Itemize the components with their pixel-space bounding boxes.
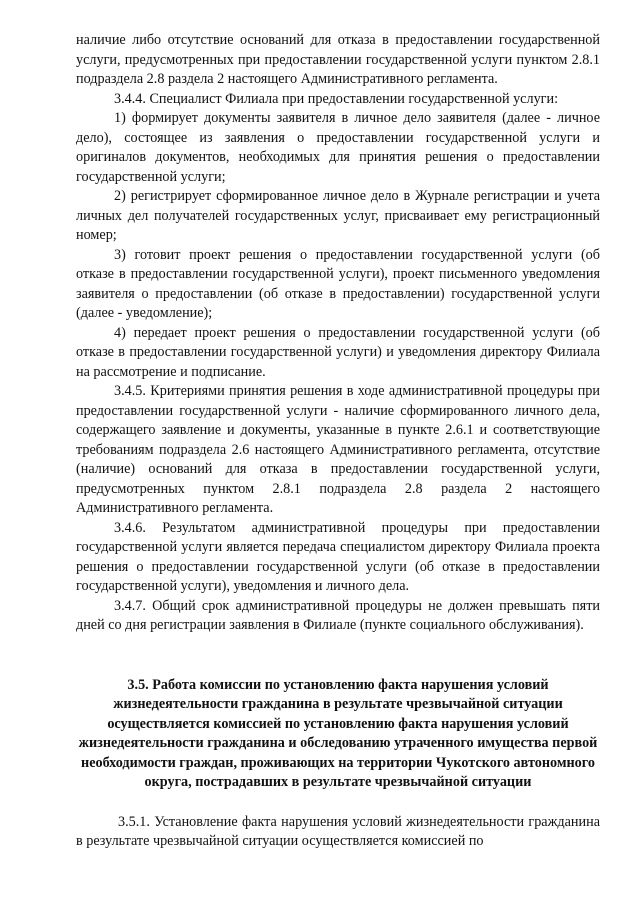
paragraph-3-4-7: 3.4.7. Общий срок административной процедуры не должен превышать пяти дней со дня регистрации заявления в Филиале (пункте социального обслуживания). bbox=[76, 597, 600, 633]
document-page bbox=[76, 31, 600, 852]
list-item-2: 2) регистрирует сформированное личное дело в Журнале регистрации и учета личных дел получателей государственных услуг, присваивает ему регистрационный номер; bbox=[76, 188, 600, 243]
list-item-3: 3) готовит проект решения о предоставлении государственной услуги (об отказе в предоставлении государственной услуги), проект письменного уведомления заявителя о предоставлении (об отказе в предоставлении) государственной услуги (далее - уведомление); bbox=[76, 246, 600, 321]
paragraph-3-4-6: 3.4.6. Результатом административной процедуры при предоставлении государственной услуги является передача специалистом директору Филиала проекта решения о предоставлении государственной услуги (об отказе в предоставлении государственной услуги), уведомления и личного дела. bbox=[76, 519, 600, 594]
paragraph-3-4-5: 3.4.5. Критериями принятия решения в ходе административной процедуры при предоставлении государственной услуги - наличие сформированного личного дела, содержащего заявление и документы, указанные в пункте 2.6.1 и соответствующие требованиям подраздела 2.6 настоящего Административного регламента, отсутствие (наличие) оснований для отказа в предоставлении государственной услуги, предусмотренных пунктом 2.8.1 подраздела 2.8 раздела 2 настоящего Административного регламента. bbox=[76, 383, 600, 516]
list-item-1: 1) формирует документы заявителя в личное дело заявителя (далее - личное дело), состоящее из заявления о предоставлении государственной услуги и оригиналов документов, необходимых для принятия решения о предоставлении государственной услуги; bbox=[76, 110, 600, 185]
paragraph-continuation: наличие либо отсутствие оснований для отказа в предоставлении государственной услуги, предусмотренных при предоставлении государственной услуги пунктом 2.8.1 подраздела 2.8 раздела 2 настоящего Административного регламента. bbox=[76, 32, 600, 87]
list-item-4: 4) передает проект решения о предоставлении государственной услуги (об отказе в предоставлении государственной услуги) и уведомления директору Филиала на рассмотрение и подписание. bbox=[76, 324, 600, 380]
section-heading-3-5: 3.5. Работа комиссии по установлению факта нарушения условий жизнедеятельности гражданина в результате чрезвычайной ситуации осуществляется комиссией по установлению факта нарушения условий жизнедеятельности гражданина и обследованию утраченного имущества первой необходимости граждан, проживающих на территории Чукотского автономного округа, пострадавших в результате чрезвычайной ситуации bbox=[78, 676, 598, 790]
paragraph-3-4-4: 3.4.4. Специалист Филиала при предоставлении государственной услуги: bbox=[114, 90, 559, 107]
paragraph-3-5-1: 3.5.1. Установление факта нарушения условий жизнедеятельности гражданина в результате чрезвычайной ситуации осуществляется комиссией по bbox=[76, 813, 600, 849]
